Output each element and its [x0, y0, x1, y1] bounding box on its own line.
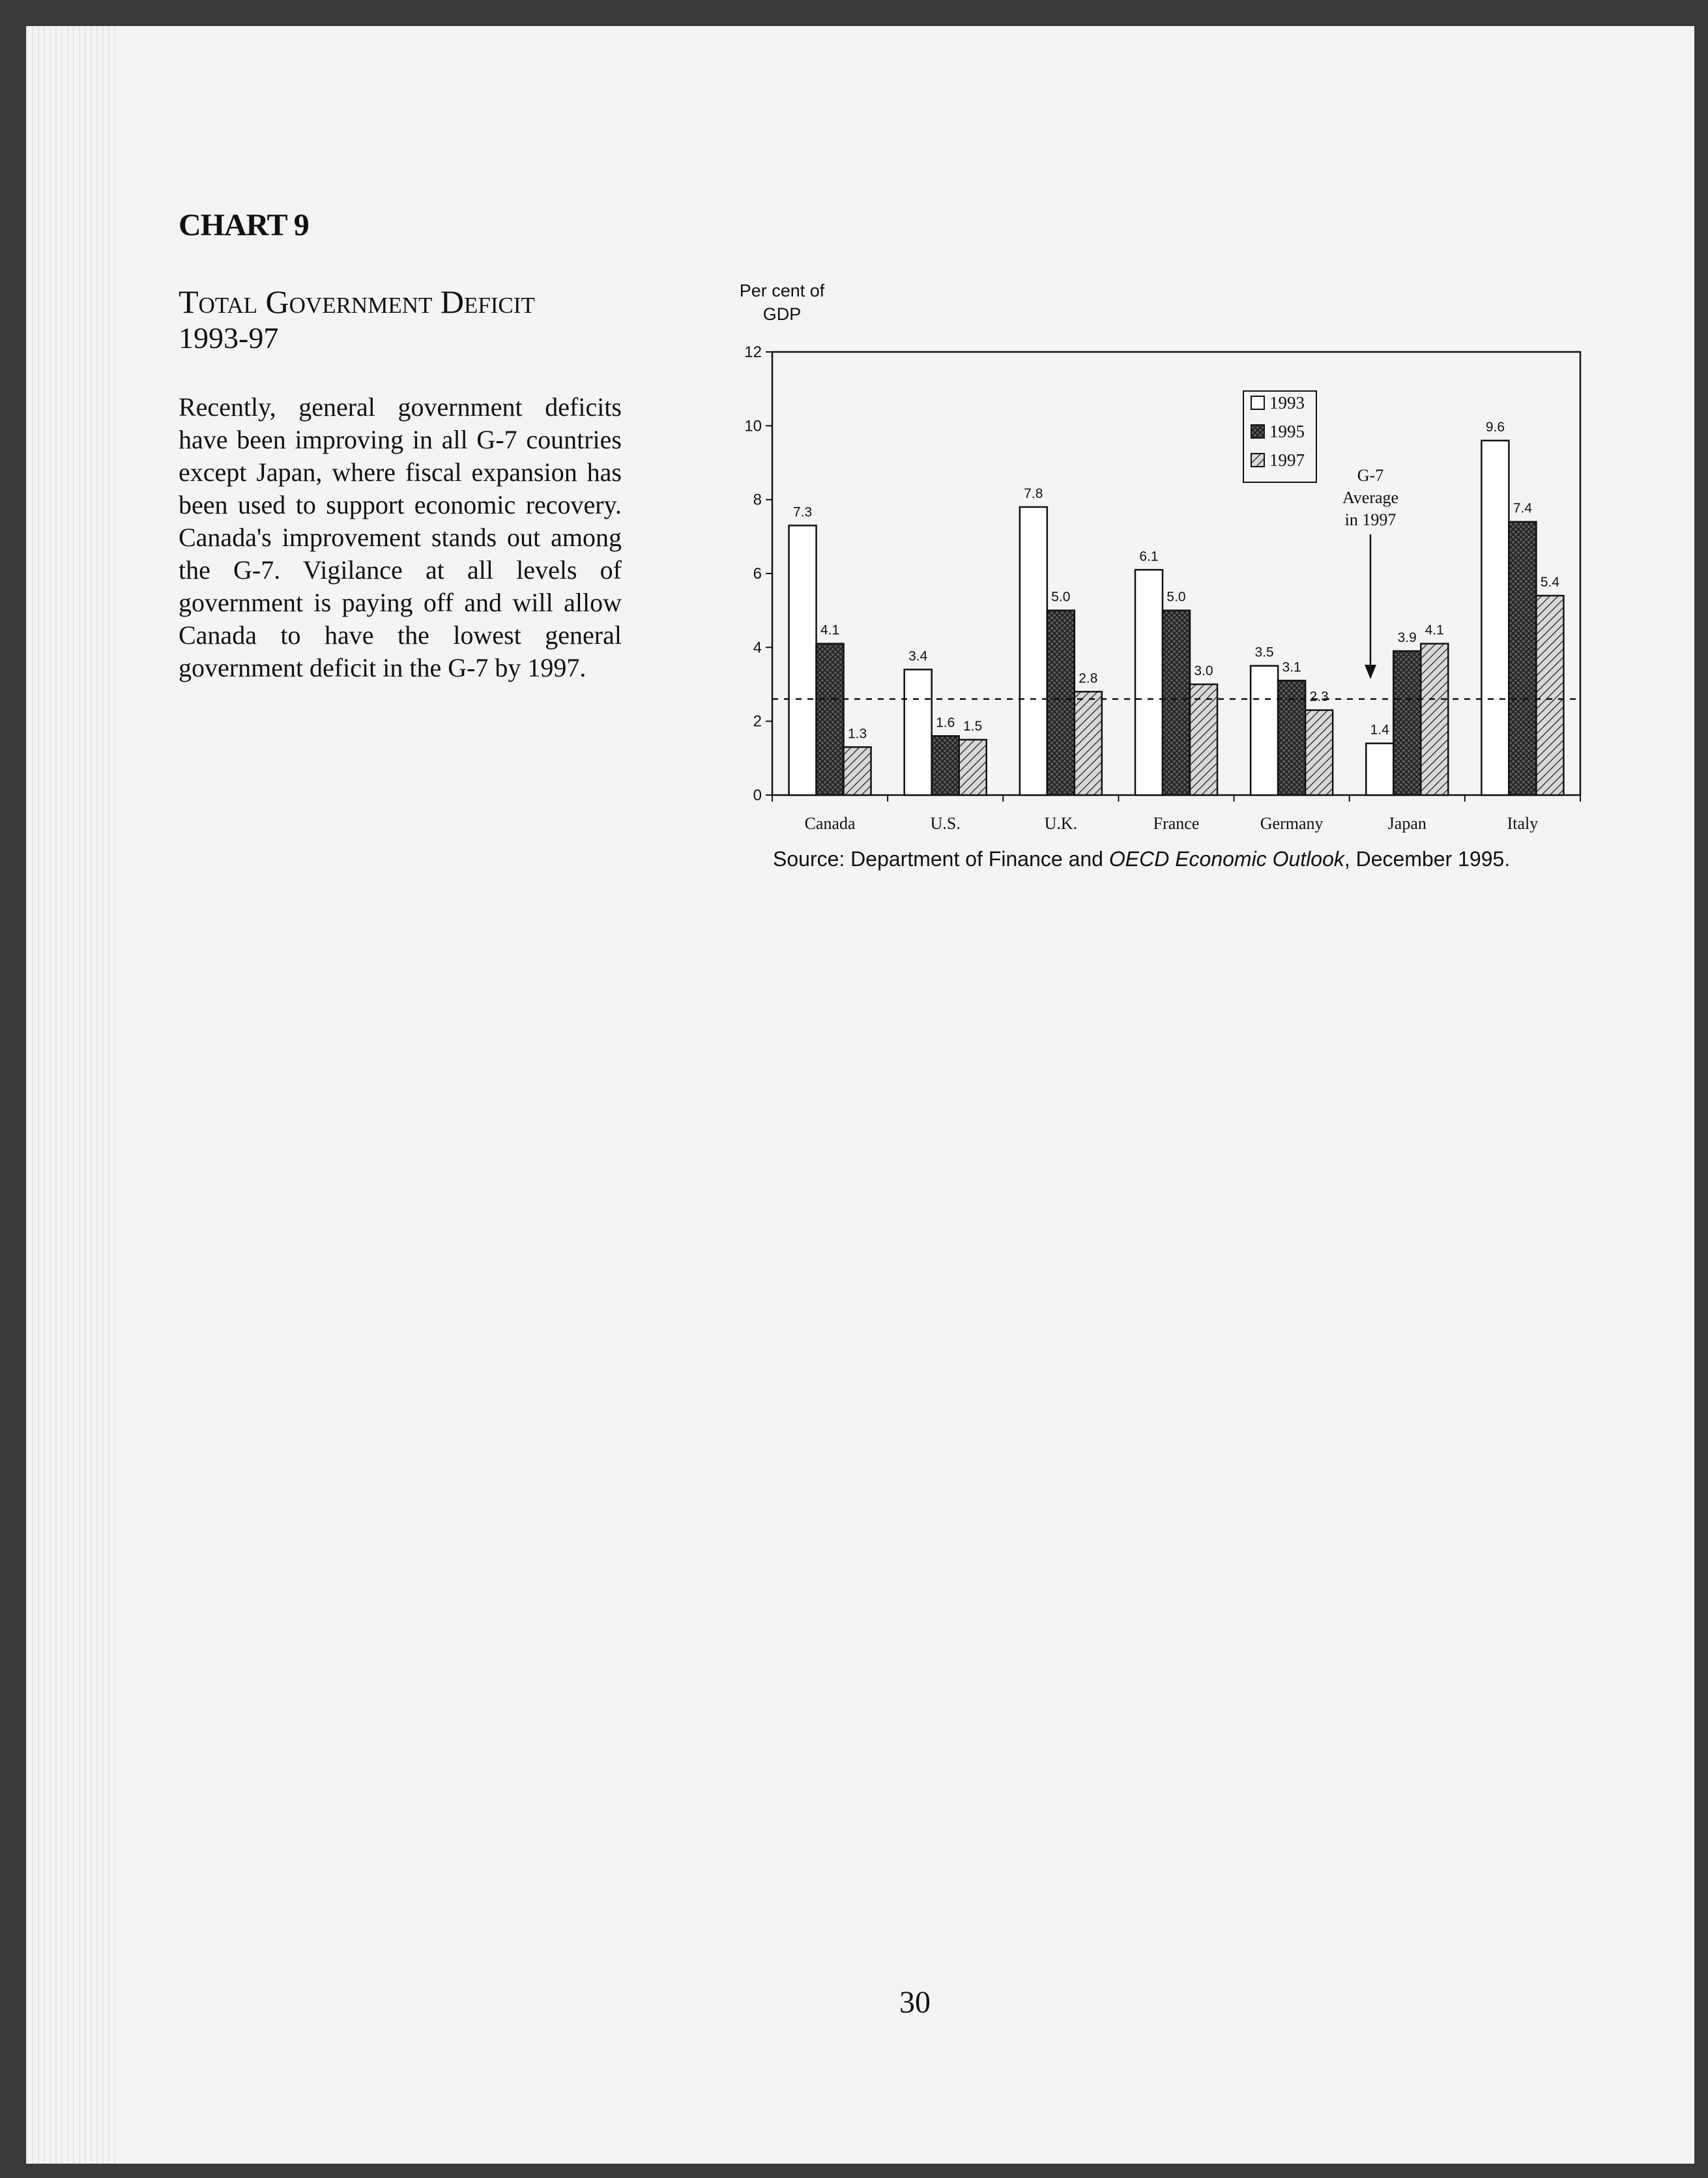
category-label-france: France — [1153, 814, 1200, 833]
value-label-france-1993: 6.1 — [1139, 549, 1159, 564]
value-label-uk-1995: 5.0 — [1051, 589, 1071, 605]
source-publication: OECD Economic Outlook — [1108, 847, 1344, 871]
value-label-italy-1993: 9.6 — [1485, 420, 1505, 435]
value-label-uk-1997: 2.8 — [1078, 671, 1098, 686]
value-label-us-1997: 1.5 — [963, 719, 983, 734]
chart-heading: CHART 9 — [179, 208, 309, 242]
legend-swatch-1995 — [1251, 425, 1264, 438]
y-tick-label-0: 0 — [753, 787, 762, 804]
chart-subtitle — [179, 283, 635, 356]
bar-canada-1997 — [844, 747, 871, 795]
chart-source — [773, 847, 1510, 871]
legend-swatch-1997 — [1251, 454, 1264, 467]
annotation-line3: in 1997 — [1344, 510, 1397, 529]
bar-france-1993 — [1135, 570, 1163, 795]
page-number: 30 — [899, 1985, 931, 2020]
annotation-arrowhead — [1365, 665, 1376, 679]
bar-chart — [710, 274, 1636, 886]
bar-italy-1997 — [1536, 596, 1563, 795]
value-label-japan-1995: 3.9 — [1397, 630, 1417, 645]
bar-uk-1997 — [1075, 691, 1102, 795]
chart-legend — [1243, 391, 1316, 482]
y-tick-label-4: 4 — [753, 639, 762, 657]
bar-japan-1997 — [1421, 644, 1448, 795]
category-label-japan: Japan — [1387, 814, 1426, 833]
legend-label-1993: 1993 — [1269, 393, 1305, 413]
value-label-japan-1993: 1.4 — [1370, 722, 1389, 738]
bar-germany-1997 — [1305, 710, 1333, 795]
bar-germany-1993 — [1251, 666, 1278, 795]
bar-us-1997 — [959, 740, 987, 795]
value-label-uk-1993: 7.8 — [1024, 486, 1043, 501]
source-prefix: Source: Department of Finance and — [773, 847, 1109, 871]
legend-label-1997: 1997 — [1269, 450, 1305, 470]
y-tick-label-10: 10 — [744, 417, 762, 435]
y-axis-label-line1: Per cent of — [739, 281, 825, 300]
value-label-france-1995: 5.0 — [1166, 589, 1186, 605]
value-label-germany-1997: 2.3 — [1309, 689, 1329, 704]
bar-canada-1995 — [817, 644, 844, 795]
subtitle-years: 1993-97 — [179, 321, 279, 355]
bar-uk-1995 — [1047, 611, 1075, 795]
annotation-line1: G-7 — [1357, 466, 1384, 485]
bar-japan-1993 — [1366, 744, 1393, 795]
value-label-us-1993: 3.4 — [908, 648, 928, 664]
bar-france-1995 — [1163, 611, 1190, 795]
category-label-germany: Germany — [1260, 814, 1324, 833]
bar-uk-1993 — [1020, 507, 1047, 795]
y-axis-label-line2: GDP — [762, 304, 802, 324]
category-label-uk: U.K. — [1044, 814, 1078, 833]
bar-germany-1995 — [1278, 680, 1305, 795]
legend-swatch-1993 — [1251, 396, 1264, 409]
subtitle-title: Total Government Deficit — [179, 283, 535, 320]
value-label-germany-1993: 3.5 — [1254, 645, 1274, 660]
y-tick-label-6: 6 — [753, 565, 762, 583]
bar-us-1993 — [905, 669, 932, 795]
value-label-canada-1997: 1.3 — [847, 726, 867, 742]
category-label-italy: Italy — [1507, 814, 1539, 833]
bar-italy-1995 — [1509, 522, 1536, 795]
y-tick-label-2: 2 — [753, 712, 762, 731]
bar-italy-1993 — [1481, 441, 1509, 795]
y-tick-label-8: 8 — [753, 491, 762, 509]
value-label-italy-1995: 7.4 — [1513, 501, 1533, 516]
legend-label-1995: 1995 — [1269, 422, 1305, 441]
value-label-italy-1997: 5.4 — [1540, 575, 1560, 590]
value-label-us-1995: 1.6 — [936, 715, 955, 731]
g7-annotation — [1342, 466, 1398, 679]
category-label-canada: Canada — [804, 814, 856, 833]
bar-us-1995 — [932, 736, 959, 795]
value-label-france-1997: 3.0 — [1194, 663, 1213, 678]
annotation-line2: Average — [1342, 488, 1399, 507]
source-suffix: , December 1995. — [1344, 847, 1511, 871]
bar-japan-1995 — [1393, 651, 1421, 795]
category-label-us: U.S. — [930, 814, 961, 833]
body-paragraph: Recently, general government deficits have been improving in all G-7 countries except Japan, where fiscal expansion has been used to support economic recovery. Canada's improvement stands out among the G-7. Vigilance at all levels of government is paying off and will allow Canada to have the lowest general government deficit in the G-7 by 1997. — [179, 392, 622, 682]
chart-svg — [710, 274, 1636, 886]
value-label-canada-1993: 7.3 — [792, 504, 813, 520]
value-label-japan-1997: 4.1 — [1425, 622, 1444, 638]
y-tick-label-12: 12 — [744, 343, 762, 361]
bar-france-1997 — [1190, 684, 1217, 795]
bar-canada-1993 — [789, 525, 817, 795]
value-label-germany-1995: 3.1 — [1282, 660, 1301, 675]
value-label-canada-1995: 4.1 — [820, 622, 840, 638]
